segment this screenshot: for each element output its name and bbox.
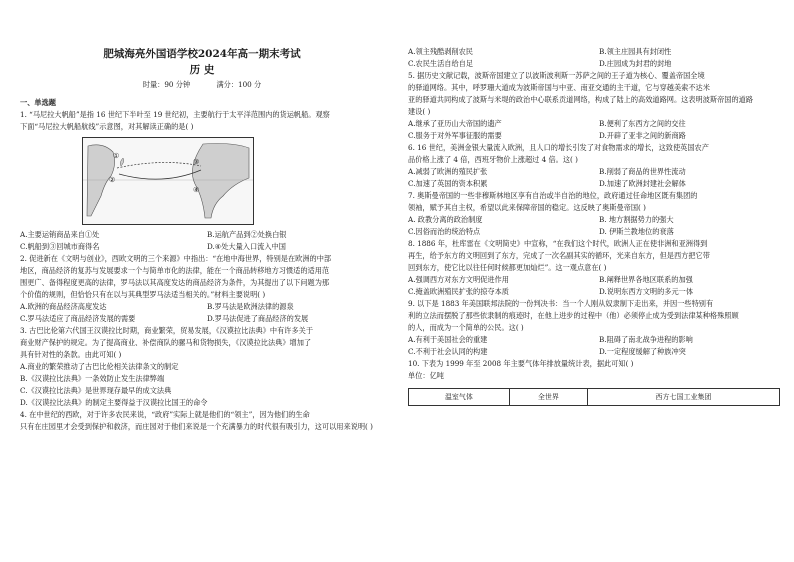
q8-option-b[interactable]: B.阐释世界各地区联系的加强 xyxy=(599,275,693,284)
q9-stem-line: 利的立法而摆脱了那些依隶制的痕迹时，在他上进步的过程中（他）必须停止成为受到法律某种格殊照顾 xyxy=(408,311,739,320)
q5-stem-line: 建设( ) xyxy=(408,107,431,116)
q9-options xyxy=(408,334,780,358)
table-header-cell: 温室气体 xyxy=(409,389,510,406)
question-2 xyxy=(20,253,384,325)
question-8 xyxy=(408,238,780,298)
table-header-cell: 全世界 xyxy=(509,389,587,406)
q7-option-b[interactable]: B. 地方割据势力的强大 xyxy=(599,215,674,224)
q9-option-b[interactable]: B.阻碍了南北战争进程的影响 xyxy=(599,335,693,344)
q9-stem-line: 9. 以下是 1883 年美国联邦法院的一份判决书：当一个人刚从奴隶制下走出来，并因一些特别有 xyxy=(408,299,714,308)
q7-stem-line: 7. 奥斯曼帝国的一些非穆斯林地区享有自治或半自治的地位，政府通过任命地区既有集团的 xyxy=(408,191,698,200)
q1-option-c[interactable]: C.帆船到③回城市商得名 xyxy=(20,242,100,251)
q5-stem-line: 5. 据历史文献记载，波斯帝国建立了以波斯波利斯一苏萨之间的王子道为核心、覆盖帝国全境 xyxy=(408,71,705,80)
q2-option-b[interactable]: B.罗马法是欧洲法律的源泉 xyxy=(207,302,294,311)
question-5 xyxy=(408,70,780,142)
q1-stem-line: 下面“马尼拉大帆船航线”示意图，对其解读正确的是( ) xyxy=(20,122,194,131)
q5-option-c[interactable]: C.服务于对外军事征服的需要 xyxy=(408,131,502,140)
q4-option-b[interactable]: B.领主庄园具有封闭性 xyxy=(599,47,672,56)
map-label-4: ④ xyxy=(193,186,200,194)
q4-option-a[interactable]: A.领主残酷剥削农民 xyxy=(408,47,473,56)
q5-option-d[interactable]: D.开辟了亚非之间的新商路 xyxy=(599,131,686,140)
q8-stem-line: 再生，给予东方的文明回到了东方，完成了一次名副其实的循环，光来自东方，但是西方把它带 xyxy=(408,251,710,260)
q3-option-a[interactable]: A.商业的繁荣推动了古巴比伦相关法律条文的制定 xyxy=(20,362,179,371)
exam-meta xyxy=(20,79,384,91)
galleon-route-map xyxy=(82,137,254,225)
q6-options xyxy=(408,166,780,190)
q4-options xyxy=(408,46,780,70)
q7-option-c[interactable]: C.因俗而治的统治特点 xyxy=(408,227,481,236)
q5-stem-line: 亚的驿道共同构成了波斯与米堤的政治中心联系贡道网络，构成了陆上的高效道路网。这表明波斯帝国的道路 xyxy=(408,95,754,104)
q8-stem-line: 8. 1886 年，杜库雷在《文明简史》中宣称，“在我们这个时代，欧洲人正在使非洲和亚洲得到 xyxy=(408,239,708,248)
q6-option-c[interactable]: C.加速了英国的资本积累 xyxy=(408,179,488,188)
q3-stem-line: 3. 古巴比伦第六代国王汉谟拉比时期，商业繁荣，贸易发展，《汉谟拉比法典》中有许多关于 xyxy=(20,326,314,335)
q3-stem-line: 具有针对性的条款。由此可知( ) xyxy=(20,350,122,359)
question-9 xyxy=(408,298,780,358)
q5-option-a[interactable]: A.继承了亚历山大帝国的遗产 xyxy=(408,119,502,128)
q2-stem-line: 2. 促进新在《文明与创业》，西欧文明的三个来源》中指出：“在地中海世界，特别是在欧洲的中部 xyxy=(20,254,332,263)
q2-stem-line: 个价值的规则，但恰恰只有在以与其典型罗马法适当相关的。”材料主要说明( ) xyxy=(20,290,266,299)
q9-stem-line: 的人，而成为一个简单的公民。这( ) xyxy=(408,323,524,332)
map-label-3: ③ xyxy=(193,158,200,166)
q8-option-d[interactable]: D.说明东西方文明的多元一体 xyxy=(599,287,694,296)
exam-title: 肥城海亮外国语学校2024年高一期末考试 xyxy=(103,48,301,60)
q2-stem-line: 围更广、备得程度更高的法律，罗马法以其高度发达的商品经济为条件，为其提出了以下问题为那 xyxy=(20,278,330,287)
right-column xyxy=(408,0,780,406)
q7-option-d[interactable]: D. 伊斯兰教地位的衰落 xyxy=(599,227,674,236)
question-3 xyxy=(20,325,384,409)
q2-options xyxy=(20,301,384,325)
q6-option-a[interactable]: A.减弱了欧洲的殖民扩张 xyxy=(408,167,488,176)
q3-stem-line: 商业财产保护的规定。为了提高商业、补偿商队的骡马和货物损失，《汉谟拉比法典》增加了 xyxy=(20,338,312,347)
q1-option-d[interactable]: D.④处大量入口流入中国 xyxy=(207,242,286,251)
q4-option-d[interactable]: D.庄园成为封君的封地 xyxy=(599,59,672,68)
q2-option-d[interactable]: D.罗马法促进了商品经济的发展 xyxy=(207,314,309,323)
q1-stem-line: 1. “马尼拉大帆船”是指 16 世纪下半叶至 19 世纪初，主要航行于太平洋范围内的货运帆船。观察 xyxy=(20,110,330,119)
q3-option-d[interactable]: D.《汉谟拉比法典》的制定主要得益于汉谟拉比国王的命令 xyxy=(20,398,208,407)
q8-option-a[interactable]: A.强调西方对东方文明促进作用 xyxy=(408,275,509,284)
q6-stem-line: 品价格上涨了 4 倍，西班牙物价上涨超过 4 倍。这( ) xyxy=(408,155,578,164)
q10-stem: 10. 下表为 1999 年至 2008 年主要气体年排放量统计表，据此可知( ) xyxy=(408,359,634,368)
q5-option-b[interactable]: B.便利了东西方之间的交往 xyxy=(599,119,686,128)
q9-option-d[interactable]: D.一定程度缓解了种族冲突 xyxy=(599,347,686,356)
q2-stem-line: 地区，商品经济的复苏与发展要求一个与简单市化的法律，能在一个商品转移地方习惯适的适用范 xyxy=(20,266,330,275)
q6-option-b[interactable]: B.削弱了商品的世界性流动 xyxy=(599,167,686,176)
q4-stem-line: 4. 在中世纪的西欧，对于许多农民来说，“政府”实际上就是他们的“领主”，因为他们的生命 xyxy=(20,410,310,419)
q7-stem-line: 领袖，赋予其自主权，希望以此来保障帝国的稳定。这反映了奥斯曼帝国( ) xyxy=(408,203,646,212)
q7-options xyxy=(408,214,780,238)
section-heading: 一、单选题 xyxy=(20,98,56,107)
question-7 xyxy=(408,190,780,238)
table-header-cell: 西方七国工业集团 xyxy=(587,389,779,406)
q5-stem-line: 的驿道网络。其中，呼罗珊大道成为波斯帝国与中亚、南亚交通的主干道，它与穿越美索不达米 xyxy=(408,83,710,92)
q4-option-c[interactable]: C.农民生活自给自足 xyxy=(408,59,474,68)
left-column xyxy=(20,0,384,433)
q1-option-b[interactable]: B.运航产品到②处换白银 xyxy=(207,230,287,239)
q3-option-c[interactable]: C.《汉谟拉比法典》是世界现存最早的成文法典 xyxy=(20,386,172,395)
exam-subject: 历 史 xyxy=(189,64,215,76)
question-4 xyxy=(20,409,384,433)
q4-stem-line: 只有在庄园里才会受到保护和救济，而庄园对于他们来说是一个充满暴力的时代很有吸引力，这可以用来说明( ) xyxy=(20,422,373,431)
q8-options xyxy=(408,274,780,298)
q1-options xyxy=(20,229,384,253)
map-label-2: ② xyxy=(109,176,116,184)
question-10 xyxy=(408,358,780,406)
q7-option-a[interactable]: A. 政教分离的政治制度 xyxy=(408,215,483,224)
q10-unit: 单位：亿吨 xyxy=(408,371,444,380)
q9-option-a[interactable]: A.有利于美国社会的重建 xyxy=(408,335,488,344)
q6-stem-line: 6. 16 世纪，美洲金银大量流入欧洲，且人口的增长引发了对食物需求的增长，这致使英国农产 xyxy=(408,143,709,152)
table-header-row xyxy=(409,389,780,406)
q6-option-d[interactable]: D.加速了欧洲封建社会解体 xyxy=(599,179,686,188)
question-6 xyxy=(408,142,780,190)
q2-option-a[interactable]: A.欧洲的商品经济高度发达 xyxy=(20,302,107,311)
emissions-table xyxy=(408,388,780,406)
q1-option-a[interactable]: A.主要运销商品来自①处 xyxy=(20,230,100,239)
map-label-1: ① xyxy=(113,152,120,160)
q5-options xyxy=(408,118,780,142)
exam-score: 满分：100 分 xyxy=(216,80,262,89)
q2-option-c[interactable]: C.罗马法适应了商品经济发展的需要 xyxy=(20,314,136,323)
exam-time: 时量：90 分钟 xyxy=(142,80,191,89)
q8-option-c[interactable]: C.掩盖欧洲殖民扩张的掠夺本质 xyxy=(408,287,509,296)
q9-option-c[interactable]: C.不利于社会认同的构建 xyxy=(408,347,488,356)
question-1 xyxy=(20,109,384,253)
q3-option-b[interactable]: B.《汉谟拉比法典》一条效防止发生法律弊端 xyxy=(20,374,165,383)
q8-stem-line: 回到东方，使它比以往任何时候都更加灿烂”。这一观点意在( ) xyxy=(408,263,607,272)
